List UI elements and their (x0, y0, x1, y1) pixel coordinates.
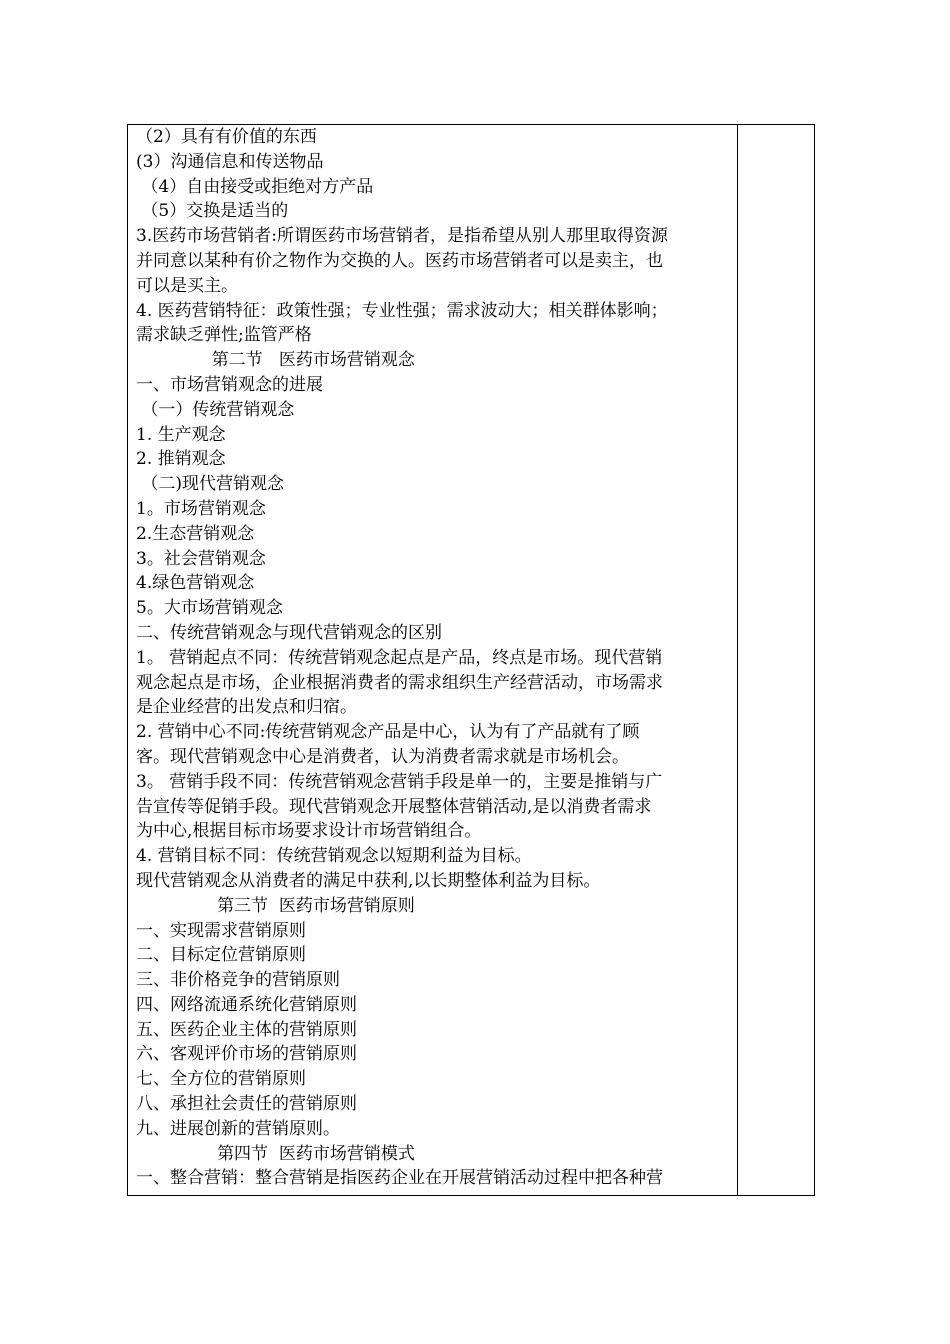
text-line: 一、实现需求营销原则 (136, 920, 306, 941)
text-line: 4. 营销目标不同：传统营销观念以短期利益为目标。 (136, 846, 532, 867)
text-line: 五、医药企业主体的营销原则 (136, 1019, 357, 1040)
text-line: 3。社会营销观念 (136, 548, 266, 569)
text-line: 告宣传等促销手段。现代营销观念开展整体营销活动,是以消费者需求 (136, 796, 652, 817)
text-line: 需求缺乏弹性;监管严格 (136, 325, 312, 346)
text-line: （一）传统营销观念 (136, 399, 295, 420)
main-text-cell (136, 125, 734, 1191)
text-line: 三、非价格竞争的营销原则 (136, 970, 340, 991)
text-line: 七、全方位的营销原则 (136, 1069, 306, 1090)
text-line: 1。 营销起点不同：传统营销观念起点是产品，终点是市场。现代营销 (136, 647, 663, 668)
notes-cell (738, 125, 815, 1195)
text-line: 4. 医药营销特征：政策性强；专业性强；需求波动大；相关群体影响； (136, 300, 668, 321)
text-line: 5。大市场营销观念 (136, 598, 283, 619)
text-line: 八、承担社会责任的营销原则 (136, 1094, 357, 1115)
text-line: （2）具有有价值的东西 (136, 127, 317, 147)
text-line: 客。现代营销观念中心是消费者，认为消费者需求就是市场机会。 (136, 746, 629, 767)
text-line: （二)现代营销观念 (136, 474, 285, 495)
text-line: 2. 推销观念 (136, 449, 226, 470)
text-line: 现代营销观念从消费者的满足中获利,以长期整体利益为目标。 (136, 870, 601, 891)
text-line: 4.绿色营销观念 (136, 573, 255, 594)
text-line: 1. 生产观念 (136, 424, 226, 445)
text-line: 是企业经营的出发点和归宿。 (136, 697, 357, 718)
text-line: 第四节 医药市场营销模式 (136, 1143, 415, 1164)
text-line: 第三节 医药市场营销原则 (136, 895, 415, 916)
text-line: 一、整合营销：整合营销是指医药企业在开展营销活动过程中把各种营 (136, 1168, 663, 1189)
text-line: （5）交换是适当的 (136, 201, 289, 222)
text-line: 并同意以某种有价之物作为交换的人。医药市场营销者可以是卖主，也 (136, 250, 663, 271)
text-line: 六、客观评价市场的营销原则 (136, 1044, 357, 1065)
text-line: 3。 营销手段不同：传统营销观念营销手段是单一的，主要是推销与广 (136, 771, 663, 792)
text-line: 二、目标定位营销原则 (136, 945, 306, 966)
text-line: 四、网络流通系统化营销原则 (136, 994, 357, 1015)
text-line: （4）自由接受或拒绝对方产品 (136, 176, 374, 197)
text-line: 九、进展创新的营销原则。 (136, 1118, 340, 1139)
content-table (127, 124, 815, 1196)
text-line: 2. 营销中心不同:传统营销观念产品是中心，认为有了产品就有了顾 (136, 722, 640, 743)
text-line: 3.医药市场营销者:所谓医药市场营销者，是指希望从别人那里取得资源 (136, 226, 668, 247)
text-line: 1。市场营销观念 (136, 498, 266, 519)
text-line: 2.生态营销观念 (136, 523, 255, 544)
text-line: 可以是买主。 (136, 275, 238, 296)
text-line: 第二节 医药市场营销观念 (136, 350, 415, 371)
text-line: 一、市场营销观念的进展 (136, 374, 323, 395)
text-line: 为中心,根据目标市场要求设计市场营销组合。 (136, 821, 482, 842)
text-line: 二、传统营销观念与现代营销观念的区别 (136, 622, 442, 643)
text-line: (3）沟通信息和传送物品 (136, 151, 324, 172)
text-line: 观念起点是市场，企业根据消费者的需求组织生产经营活动，市场需求 (136, 672, 663, 693)
